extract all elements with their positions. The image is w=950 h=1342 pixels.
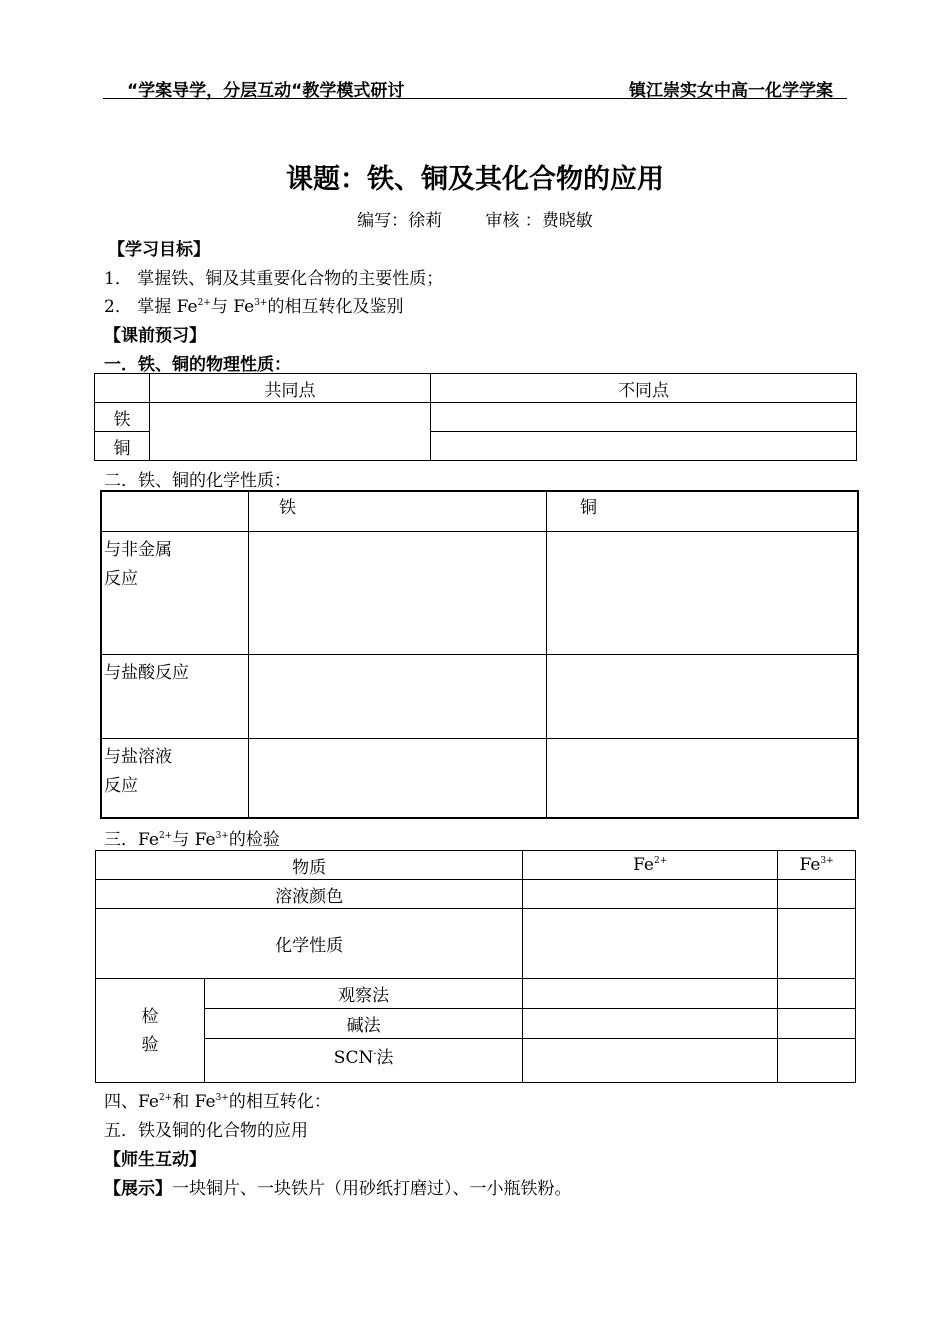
t2-row-nonmetal: 与非金属 反应 — [101, 531, 249, 654]
t3-color-fe3-cell[interactable] — [778, 880, 856, 909]
t2-header-iron: 铁 — [249, 491, 547, 531]
t1-header-common: 共同点 — [150, 374, 431, 403]
t3-method-base: 碱法 — [205, 1009, 523, 1039]
t3-chem-fe2-cell[interactable] — [523, 909, 778, 979]
t1-row-copper: 铜 — [95, 432, 150, 461]
t2-hcl-copper-cell[interactable] — [547, 654, 859, 738]
t3-base-fe3-cell[interactable] — [778, 1009, 856, 1039]
t2-salt-copper-cell[interactable] — [547, 738, 859, 818]
ion-test-table — [95, 850, 856, 1083]
goals-heading: 【学习目标】 — [108, 240, 210, 260]
show-line — [104, 1174, 572, 1199]
t3-row-chem: 化学性质 — [96, 909, 523, 979]
t1-row-iron: 铁 — [95, 403, 150, 432]
goal-item-1: 1． 掌握铁、铜及其重要化合物的主要性质； — [104, 269, 444, 289]
reviewer-name: 费晓敏 — [541, 211, 593, 231]
writer-label: 编写： — [357, 211, 409, 231]
header-right: 镇江崇实女中高一化学学案 — [629, 81, 833, 101]
page-title: 课题：铁、铜及其化合物的应用 — [286, 164, 664, 195]
t2-nonmetal-iron-cell[interactable] — [249, 531, 547, 654]
page-header — [103, 76, 847, 99]
t3-header-fe2: $Fe^{2+}$ — [523, 851, 778, 880]
t3-method-scn: SCN-法 — [205, 1039, 523, 1083]
t2-row-salt: 与盐溶液 反应 — [101, 738, 249, 818]
writer-name: 徐莉 — [408, 211, 443, 231]
reviewer-label: 审核 ： — [485, 211, 542, 231]
show-text: 一块铜片、一块铁片（用砂纸打磨过）、一小瓶铁粉。 — [172, 1179, 572, 1199]
t3-row-color: 溶液颜色 — [96, 880, 523, 909]
t3-scn-fe2-cell[interactable] — [523, 1039, 778, 1083]
t3-scn-fe3-cell[interactable] — [778, 1039, 856, 1083]
t2-hcl-iron-cell[interactable] — [249, 654, 547, 738]
t3-header-substance: 物质 — [96, 851, 523, 880]
physical-properties-table — [94, 373, 857, 461]
chemical-properties-table — [100, 490, 859, 819]
section-3-heading: 三．$Fe^{2+}$与 $Fe^{3+}$的检验 — [104, 830, 280, 850]
t3-observe-fe2-cell[interactable] — [523, 979, 778, 1009]
t3-header-fe3: $Fe^{3+}$ — [778, 851, 856, 880]
t2-header-copper: 铜 — [547, 491, 859, 531]
section-2-heading: 二．铁、铜的化学性质： — [104, 471, 291, 491]
show-label: 【展示】 — [104, 1179, 172, 1199]
interaction-heading: 【师生互动】 — [104, 1150, 206, 1170]
authors-line — [0, 206, 950, 231]
t2-salt-iron-cell[interactable] — [249, 738, 547, 818]
t2-corner-cell — [101, 491, 249, 531]
t1-iron-diff-cell[interactable] — [431, 403, 857, 432]
goal-item-2: 2． 掌握 $Fe^{2+}$与 $Fe^{3+}$的相互转化及鉴别 — [104, 297, 404, 317]
section-5-heading: 五．铁及铜的化合物的应用 — [104, 1121, 308, 1141]
header-left: “学案导学，分层互动“教学模式研讨 — [127, 81, 405, 101]
section-4-heading: 四、$Fe^{2+}$和 $Fe^{3+}$的相互转化： — [104, 1092, 331, 1112]
preview-heading: 【课前预习】 — [104, 326, 206, 346]
t3-observe-fe3-cell[interactable] — [778, 979, 856, 1009]
t3-base-fe2-cell[interactable] — [523, 1009, 778, 1039]
t3-color-fe2-cell[interactable] — [523, 880, 778, 909]
t1-common-cell[interactable] — [150, 403, 431, 461]
t1-copper-diff-cell[interactable] — [431, 432, 857, 461]
t3-method-observe: 观察法 — [205, 979, 523, 1009]
t2-row-hcl: 与盐酸反应 — [101, 654, 249, 738]
t1-header-diff: 不同点 — [431, 374, 857, 403]
t3-row-test: 检 验 — [96, 979, 205, 1083]
t3-chem-fe3-cell[interactable] — [778, 909, 856, 979]
t1-corner-cell — [95, 374, 150, 403]
t2-nonmetal-copper-cell[interactable] — [547, 531, 859, 654]
section-1-heading: 一．铁、铜的物理性质： — [104, 355, 291, 375]
